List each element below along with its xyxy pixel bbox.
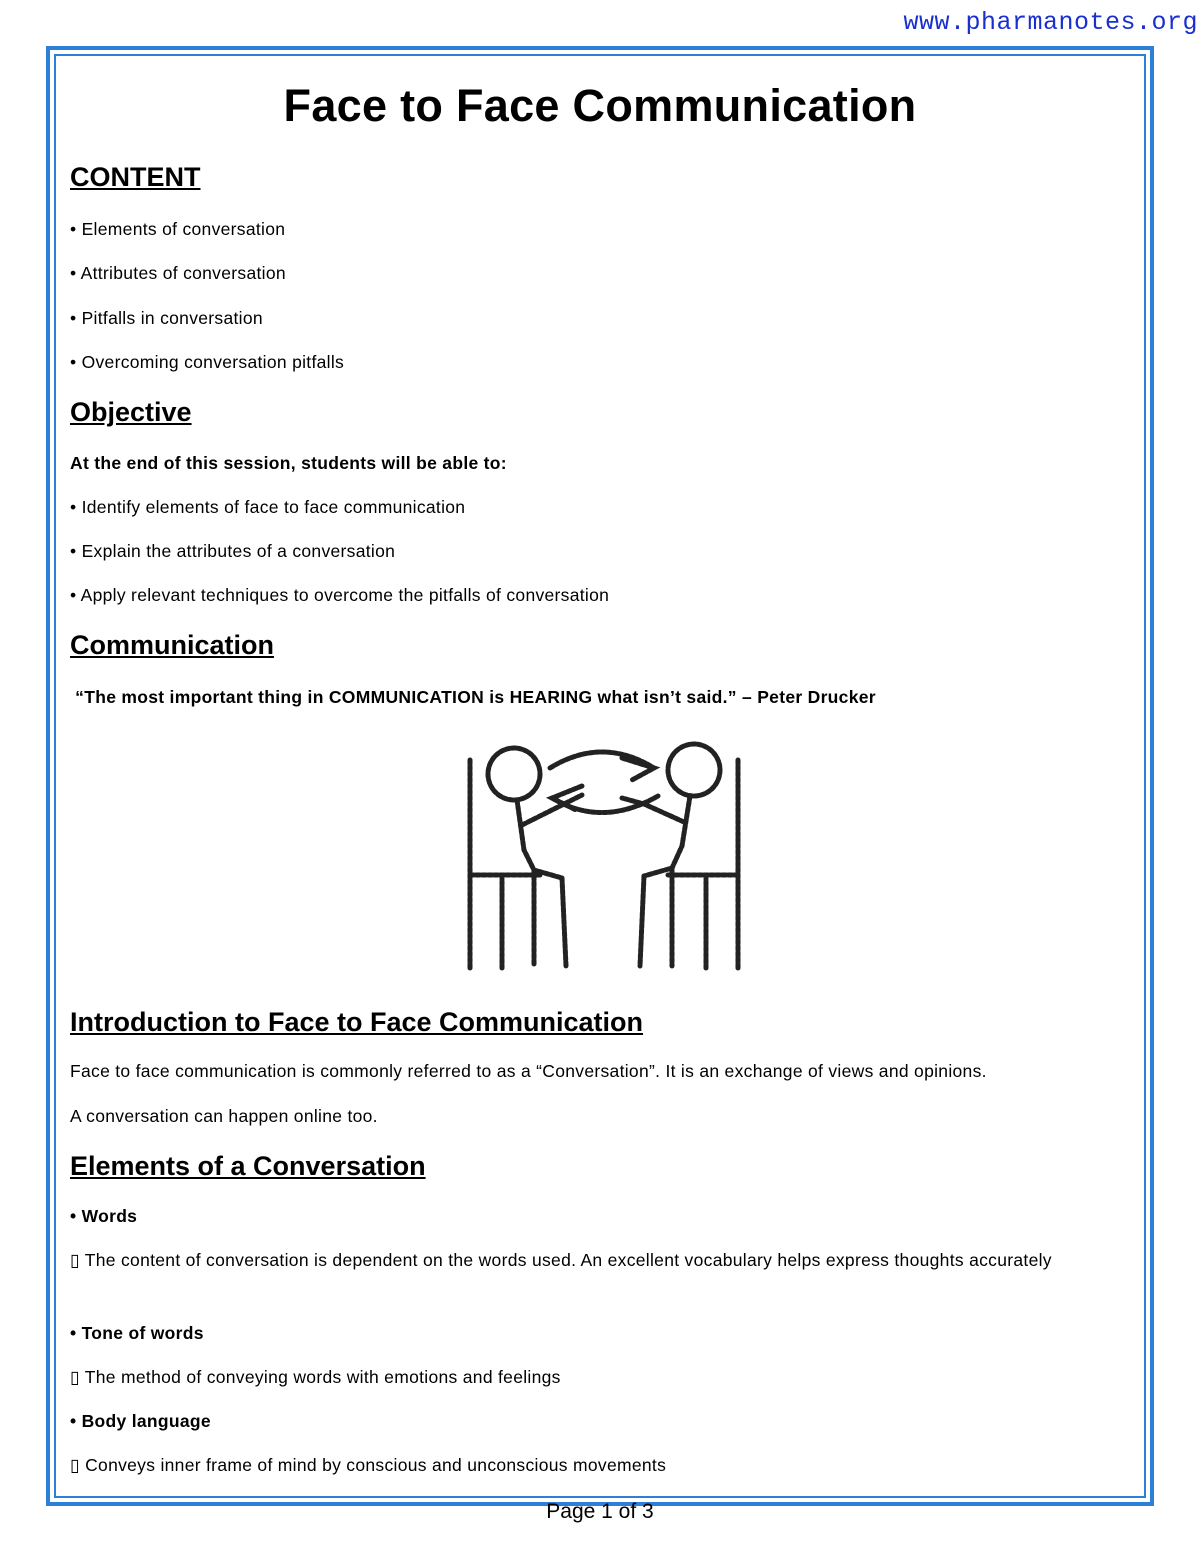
element-label-body-language: • Body language [70, 1411, 211, 1431]
content-item: • Elements of conversation [70, 219, 286, 239]
conversation-illustration [462, 740, 746, 980]
elements-heading: Elements of a Conversation [70, 1151, 426, 1181]
element-desc-text: Conveys inner frame of mind by conscious and unconscious movements [79, 1455, 667, 1475]
page-title: Face to Face Communication [283, 80, 917, 131]
intro-paragraph: A conversation can happen online too. [70, 1106, 378, 1126]
introduction-heading: Introduction to Face to Face Communication [70, 1007, 644, 1037]
page-number: Page 1 of 3 [546, 1500, 654, 1523]
communication-heading: Communication [70, 630, 275, 660]
element-desc-text: The content of conversation is dependent on the words used. An excellent vocabulary helps express thoughts accurately [79, 1250, 1052, 1270]
objective-item: • Apply relevant techniques to overcome the pitfalls of conversation [70, 585, 610, 605]
bullet-box-icon: ▯ [70, 1367, 80, 1387]
bullet-box-icon: ▯ [70, 1250, 80, 1270]
content-item: • Overcoming conversation pitfalls [70, 352, 345, 372]
objective-intro: At the end of this session, students will be able to: [70, 453, 507, 473]
watermark-url: www.pharmanotes.org [903, 8, 1198, 37]
objective-item: • Explain the attributes of a conversation [70, 541, 396, 561]
drucker-quote: “The most important thing in COMMUNICATION is HEARING what isn’t said.” – Peter Drucker [70, 687, 876, 707]
bullet-box-icon: ▯ [70, 1455, 80, 1475]
element-desc-words [70, 1248, 1070, 1272]
element-label-tone: • Tone of words [70, 1323, 204, 1343]
left-person-head [488, 748, 540, 800]
left-person-body [517, 800, 562, 878]
objective-heading: Objective [70, 397, 192, 427]
element-desc-text: The method of conveying words with emotions and feelings [79, 1367, 561, 1387]
objective-item: • Identify elements of face to face communication [70, 497, 466, 517]
element-label-words: • Words [70, 1206, 138, 1226]
content-heading: CONTENT [70, 162, 201, 192]
intro-paragraph: Face to face communication is commonly referred to as a “Conversation”. It is an exchange of views and opinions. [70, 1061, 987, 1081]
element-desc-body-language [70, 1453, 666, 1477]
content-item: • Pitfalls in conversation [70, 308, 263, 328]
right-person-head [668, 744, 720, 796]
content-item: • Attributes of conversation [70, 263, 286, 283]
element-desc-tone [70, 1365, 561, 1389]
